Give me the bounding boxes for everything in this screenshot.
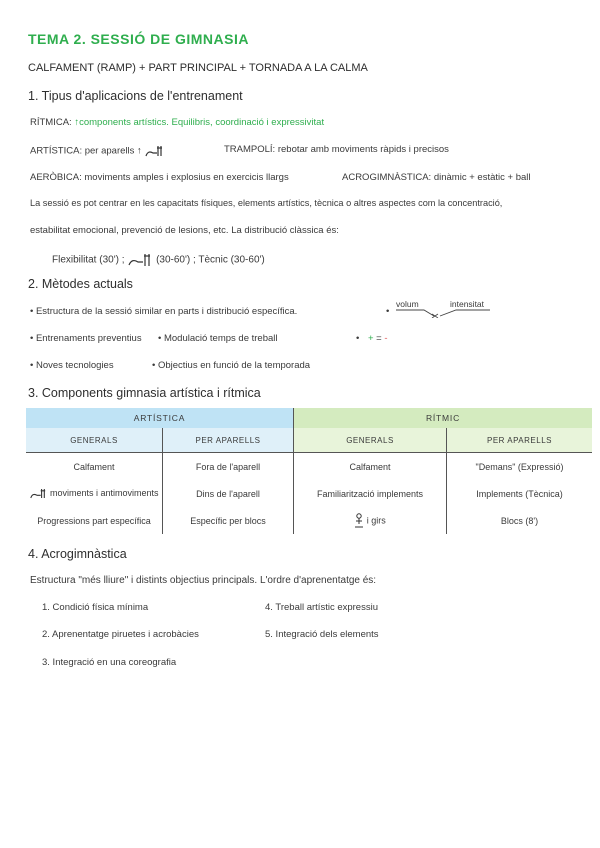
ritmica-text: ↑components artístics. Equilibris, coordinació i expressivitat <box>74 117 325 128</box>
subheader-per-aparells: PER APARELLS <box>447 428 593 453</box>
table-cell: Específic per blocs <box>163 507 294 534</box>
aerobica-label: AERÒBICA: <box>30 172 82 183</box>
table-header-artistica: ARTÍSTICA <box>26 408 294 428</box>
paragraph-line-1: La sessió es pot centrar en les capacitats físiques, elements artístics, tècnica o altres aspectes com la concentració, <box>30 198 503 208</box>
list-item: 4. Treball artístic expressiu <box>265 602 378 613</box>
paragraph-line-2: estabilitat emocional, prevenció de lesions, etc. La distribució clàssica és: <box>30 225 339 236</box>
subheader-generals: GENERALS <box>294 428 447 453</box>
trampoli-label: TRAMPOLÍ: <box>224 144 276 155</box>
method-objectius: • Objectius en funció de la temporada <box>152 360 311 371</box>
aerobica-line <box>30 172 289 183</box>
subtitle: CALFAMENT (RAMP) + PART PRINCIPAL + TORNADA A LA CALMA <box>28 62 368 74</box>
volum-label: volum <box>396 299 419 309</box>
method-bullet: • <box>386 306 390 317</box>
method-modulacio: • Modulació temps de treball <box>158 333 278 344</box>
table-cell <box>294 507 447 534</box>
gymnast-bar-icon <box>29 487 47 500</box>
minus-sign: - <box>384 333 388 344</box>
distribution-line <box>52 252 265 268</box>
table-row <box>26 453 592 481</box>
section1-heading: 1. Tipus d'aplicacions de l'entrenament <box>28 89 243 103</box>
intensitat-label: intensitat <box>450 299 485 309</box>
list-item: 5. Integració dels elements <box>265 629 379 640</box>
list-item: 3. Integració en una coreografia <box>42 657 177 668</box>
table-cell: Dins de l'aparell <box>163 480 294 507</box>
table-cell-text: i girs <box>366 514 386 525</box>
method-structure: • Estructura de la sessió similar en parts i distribució específica. <box>30 306 298 317</box>
gymnast-bar-icon <box>144 144 164 158</box>
trampoli-text: rebotar amb moviments ràpids i precisos <box>277 144 449 155</box>
section4-intro: Estructura "més lliure" i distints objectius principals. L'ordre d'aprenentatge és: <box>30 575 377 586</box>
acrogimnastica-text: dinàmic + estàtic + ball <box>433 172 531 183</box>
subheader-per-aparells: PER APARELLS <box>163 428 294 453</box>
table-cell: Familiarització implements <box>316 488 424 499</box>
method-plus-equal-minus <box>356 333 388 344</box>
table-row <box>26 507 592 534</box>
list-item: 1. Condició física mínima <box>42 602 149 613</box>
section2-heading: 2. Mètodes actuals <box>28 277 133 291</box>
table-cell: Fora de l'aparell <box>163 453 294 481</box>
artistica-line <box>30 144 164 158</box>
list-item: 2. Aprenentatge piruetes i acrobàcies <box>42 629 199 640</box>
section3-heading: 3. Components gimnasia artística i rítmica <box>28 386 261 400</box>
person-spin-icon <box>354 513 364 529</box>
table-cell: "Demans" (Expressió) <box>447 453 593 481</box>
method-preventius: • Entrenaments preventius <box>30 333 142 344</box>
components-table <box>26 408 592 534</box>
table-cell: Calfament <box>349 461 391 472</box>
ritmica-line <box>30 117 324 128</box>
method-tecnologies: • Noves tecnologies <box>30 360 114 371</box>
acrogimnastica-line <box>342 172 530 183</box>
gymnast-bar-icon <box>127 252 153 268</box>
table-row <box>26 480 592 507</box>
table-cell-text: moviments i antimoviments <box>49 487 159 498</box>
volume-intensity-curve-icon <box>396 308 492 318</box>
distribution-rest: (30-60') ; Tècnic (30-60') <box>156 254 265 266</box>
ritmica-label: RÍTMICA: <box>30 117 72 128</box>
subheader-generals: GENERALS <box>26 428 163 453</box>
method-bullet-2: • <box>356 333 360 344</box>
aerobica-text: moviments amples i explosius en exercicis llargs <box>84 172 289 183</box>
table-cell: Calfament <box>73 461 115 472</box>
trampoli-line <box>224 144 449 155</box>
page-title: TEMA 2. SESSIÓ DE GIMNASIA <box>28 31 249 47</box>
distribution-flexibility: Flexibilitat (30') ; <box>52 254 125 266</box>
plus-sign: + <box>367 333 374 344</box>
section4-heading: 4. Acrogimnàstica <box>28 547 127 561</box>
acrogimnastica-label: ACROGIMNÀSTICA: <box>342 172 432 183</box>
equal-sign: = <box>376 333 382 344</box>
table-cell: Implements (Tècnica) <box>447 480 593 507</box>
table-header-ritmic: RÍTMIC <box>294 408 593 428</box>
artistica-label: ARTÍSTICA: <box>30 145 83 157</box>
table-cell: Progressions part específica <box>37 515 151 526</box>
artistica-text: per aparells ↑ <box>84 145 142 157</box>
table-cell: Blocs (8') <box>447 507 593 534</box>
table-cell <box>26 480 163 507</box>
